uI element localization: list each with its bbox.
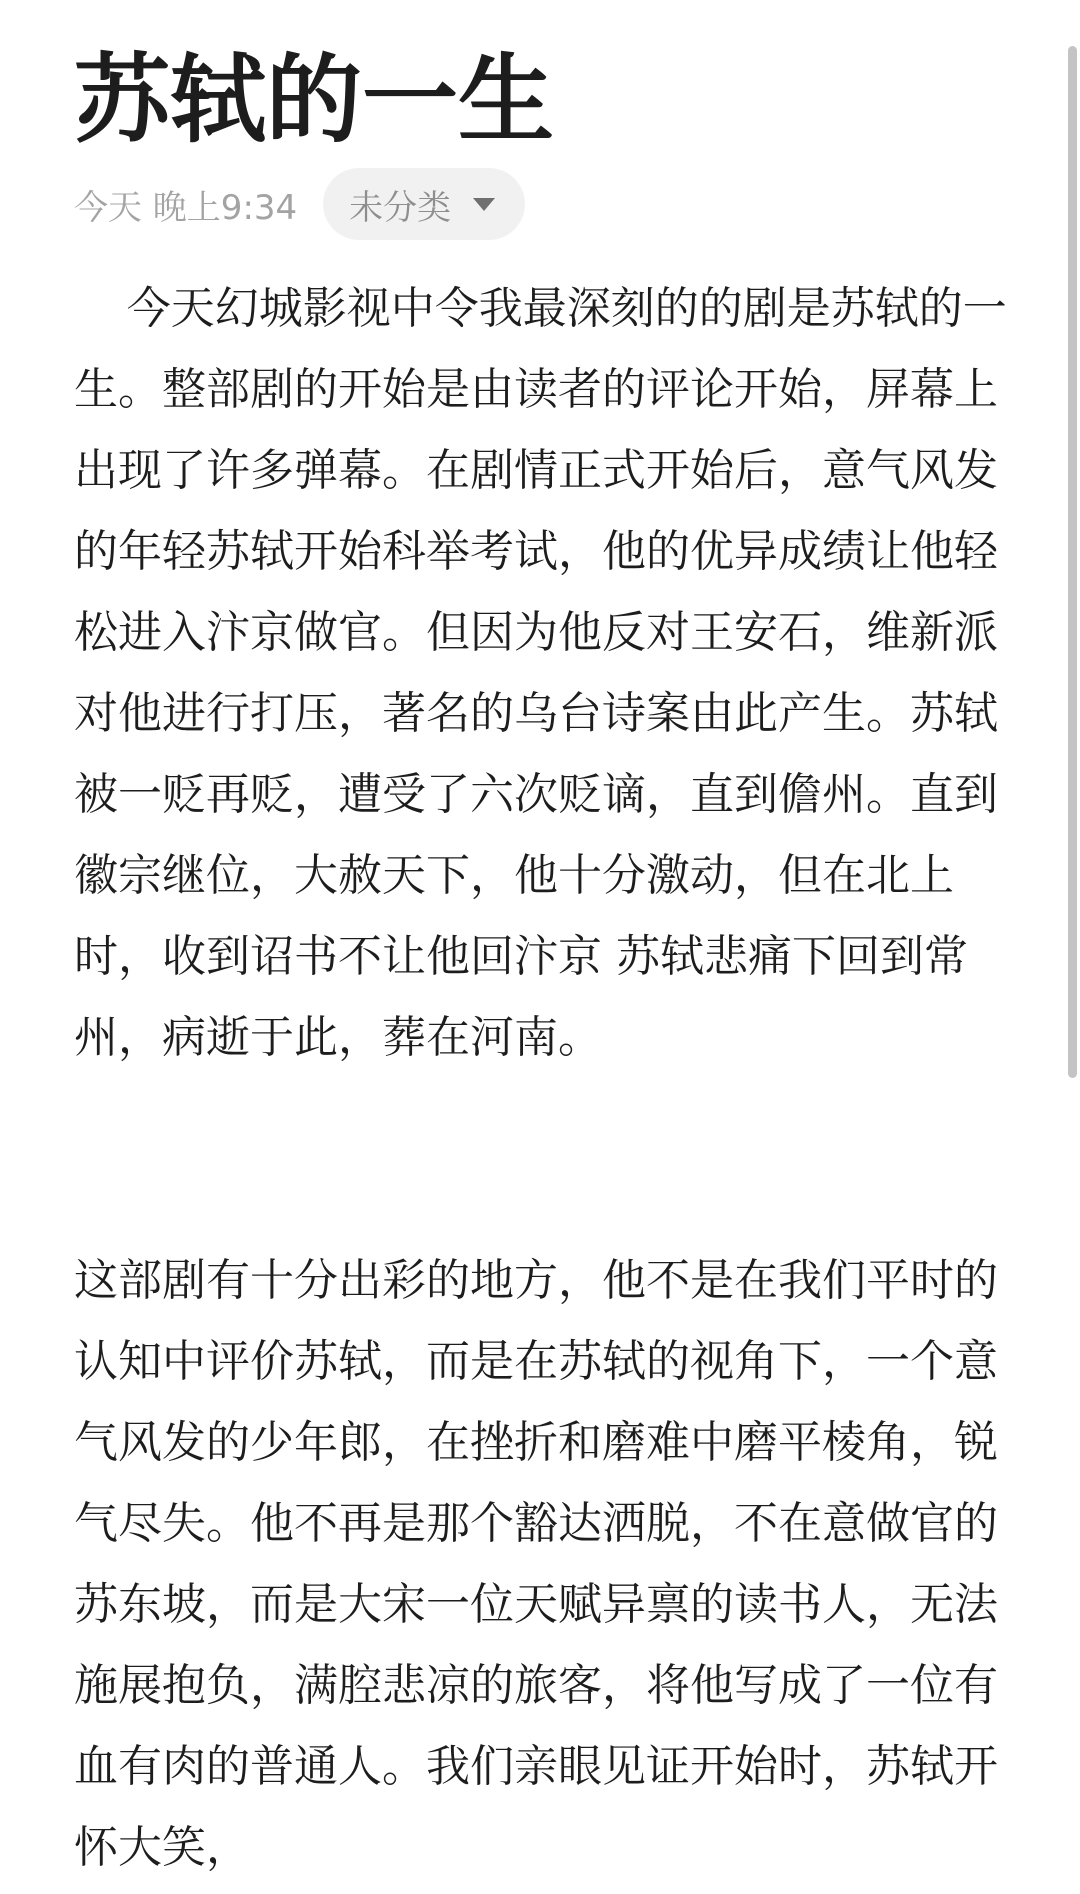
- note-title[interactable]: 苏轼的一生: [74, 44, 554, 156]
- chevron-down-icon: [473, 198, 495, 211]
- note-paragraph: 今天幻城影视中令我最深刻的的剧是苏轼的一生。整部剧的开始是由读者的评论开始，屏幕上出现了许多弹幕。在剧情正式开始后，意气风发的年轻苏轼开始科举考试，他的优异成绩让他轻松进入汴京做官。但因为他反对王安石，维新派对他进行打压，著名的乌台诗案由此产生。苏轼被一贬再贬，遭受了六次贬谪，直到儋州。直到徽宗继位，大赦天下，他十分激动，但在北上时，收到诏书不让他回汴京 苏轼悲痛下回到常州，病逝于此，葬在河南。: [74, 283, 1007, 1063]
- note-date: 今天 晚上9:34: [74, 187, 298, 228]
- note-meta: [74, 168, 525, 240]
- category-dropdown[interactable]: [323, 168, 525, 240]
- note-paragraph: 这部剧有十分出彩的地方，他不是在我们平时的认知中评价苏轼，而是在苏轼的视角下，一个意气风发的少年郎，在挫折和磨难中磨平棱角，锐气尽失。他不再是那个豁达洒脱，不在意做官的苏东坡，而是大宋一位天赋异禀的读书人，无法施展抱负，满腔悲凉的旅客，将他写成了一位有血有肉的普通人。我们亲眼见证开始时，苏轼开怀大笑，: [74, 1255, 998, 1873]
- scrollbar-thumb[interactable]: [1068, 46, 1077, 1078]
- note-body[interactable]: [74, 268, 1014, 1888]
- paragraph-spacer: [74, 1078, 1014, 1240]
- category-label: 未分类: [349, 187, 452, 228]
